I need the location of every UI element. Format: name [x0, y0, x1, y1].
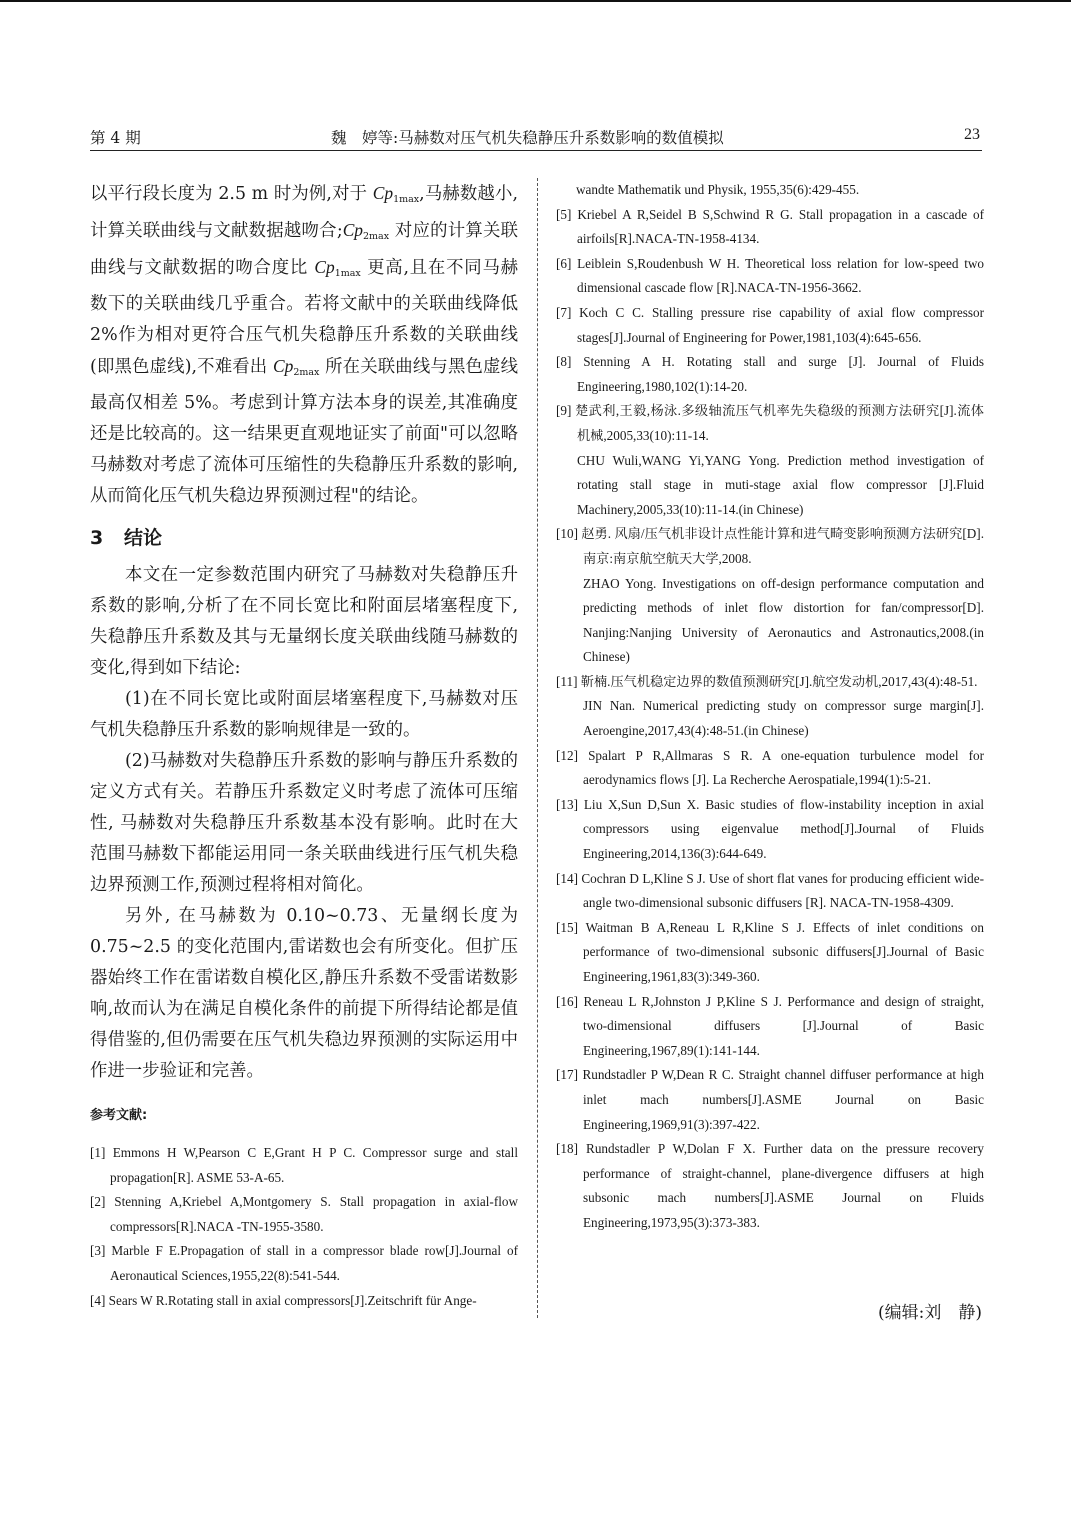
- body-paragraph: 另外, 在马赫数为 0.10~0.73、无量纲长度为 0.75~2.5 的变化范围内,雷诺数也会有所变化。但扩压器始终工作在雷诺数自模化区,静压升系数不受雷诺数影响,故而认为在满足自模化条件的前提下所得结论都是值得借鉴的,但仍需要在压气机失稳边界预测的实际运用中作进一步验证和完善。: [90, 906, 518, 1081]
- reference-item: [16] Reneau L R,Johnston J P,Kline S J. Performance and design of straight, two-dimensional diffusers [J].Journal of Basic Engineering,1967,89(1):141-144.: [556, 993, 984, 1058]
- left-column: [90, 178, 518, 1313]
- reference-item: [9] 楚武利,王毅,杨泳.多级轴流压气机率先失稳级的预测方法研究[J].流体机械,2005,33(10):11-14. CHU Wuli,WANG Yi,YANG Yong. Prediction method investigation of rotating stall stage in muti-stage axial flow compressor [J].Fluid Machinery,2005,33(10):11-14.(in Chinese): [556, 403, 984, 517]
- reference-item: [12] Spalart P R,Allmaras S R. A one-equation turbulence model for aerodynamics flows [J]. La Recherche Aerospatiale,1994(1):5-21.: [556, 747, 984, 788]
- running-title: 魏 婷等:马赫数对压气机失稳静压升系数影响的数值模拟: [331, 129, 724, 147]
- reference-item: [10] 赵勇. 风扇/压气机非设计点性能计算和进气畸变影响预测方法研究[D].南京:南京航空航天大学,2008. ZHAO Yong. Investigations on off-design performance computation and predicting methods of inlet flow distortion for fan/compressor[D]. Nanjing:Nanjing University of Aeronautics and Astronautics,2008.(in Chinese): [556, 526, 984, 665]
- top-rule: [0, 0, 1071, 2]
- right-column: [556, 178, 984, 1236]
- section-heading: [90, 522, 518, 554]
- body-paragraph: (1)在不同长宽比或附面层堵塞程度下,马赫数对压气机失稳静压升系数的影响规律是一致的。: [90, 689, 518, 740]
- section-number: 3: [90, 527, 104, 549]
- reference-item: [14] Cochran D L,Kline S J. Use of short flat vanes for producing efficient wide-angle two-dimensional subsonic diffusers [R]. NACA-TN-1958-4309.: [556, 870, 984, 911]
- page-number: 23: [964, 126, 980, 143]
- reference-item: [2] Stenning A,Kriebel A,Montgomery S. Stall propagation in axial-flow compressors[R].NACA -TN-1955-3580.: [90, 1194, 518, 1234]
- reference-item: [4] Sears W R.Rotating stall in axial compressors[J].Zeitschrift für Ange-: [90, 1292, 477, 1308]
- reference-item: [5] Kriebel A R,Seidel B S,Schwind R G. Stall propagation in a cascade of airfoils[R].NACA-TN-1958-4134.: [556, 206, 984, 247]
- reference-item: [11] 靳楠.压气机稳定边界的数值预测研究[J].航空发动机,2017,43(4):48-51. JIN Nan. Numerical predicting study on compressor surge margin[J]. Aeroengine,2017,43(4):48-51.(in Chinese): [556, 673, 984, 739]
- reference-continuation: wandte Mathematik und Physik, 1955,35(6):429-455.: [576, 182, 860, 197]
- reference-item: [15] Waitman B A,Reneau L R,Kline S J. Effects of inlet conditions on performance of two-dimensional subsonic diffusers[J].Journal of Basic Engineering,1961,83(3):349-360.: [556, 919, 984, 984]
- reference-item: [13] Liu X,Sun D,Sun X. Basic studies of flow-instability inception in axial compressors using eigenvalue method[J].Journal of Fluids Engineering,2014,136(3):644-649.: [556, 796, 984, 862]
- reference-item: [3] Marble F E.Propagation of stall in a compressor blade row[J].Journal of Aeronautical Sciences,1955,22(8):541-544.: [90, 1243, 518, 1283]
- reference-item: [7] Koch C C. Stalling pressure rise capability of axial flow compressor stages[J].Journal of Engineering for Power,1981,103(4):645-656.: [556, 304, 984, 345]
- body-paragraph: 以平行段长度为 2.5 m 时为例,对于 $Cp_{1max}$,马赫数越小,计算关联曲线与文献数据越吻合$;Cp_{2max}$ 对应的计算关联曲线与文献数据的吻合度比 $Cp_{1max}$ 更高,且在不同马赫数下的关联曲线几乎重合。若将文献中的关联曲线降低 2%作为相对更符合压气机失稳静压升系数的关联曲线(即黑色虚线),不难看出 $Cp_{2max}$ 所在关联曲线与黑色虚线最高仅相差 5%。考虑到计算方法本身的误差,其准确度还是比较高的。这一结果更直观地证实了前面"可以忽略马赫数对考虑了流体可压缩性的失稳静压升系数的影响,从而简化压气机失稳边界预测过程"的结论。: [90, 183, 519, 506]
- body-paragraph: 本文在一定参数范围内研究了马赫数对失稳静压升系数的影响,分析了在不同长宽比和附面层堵塞程度下,失稳静压升系数及其与无量纲长度关联曲线随马赫数的变化,得到如下结论:: [90, 565, 518, 678]
- body-paragraph: (2)马赫数对失稳静压升系数的影响与静压升系数的定义方式有关。若静压升系数定义时考虑了流体可压缩性, 马赫数对失稳静压升系数基本没有影响。此时在大范围马赫数下都能运用同一条关联曲线进行压气机失稳边界预测工作,预测过程将相对简化。: [90, 751, 518, 895]
- column-divider: [537, 178, 538, 1318]
- editor-note: (编辑:刘 静): [878, 1303, 982, 1323]
- reference-item: [8] Stenning A H. Rotating stall and surge [J]. Journal of Fluids Engineering,1980,102(1):14-20.: [556, 354, 984, 394]
- section-title: 结论: [124, 527, 163, 549]
- reference-item: [17] Rundstadler P W,Dean R C. Straight channel diffuser performance at high inlet mach numbers[J].ASME Journal on Basic Engineering,1969,91(3):397-422.: [556, 1067, 984, 1132]
- references-heading: 参考文献:: [90, 1108, 148, 1123]
- reference-item: [1] Emmons H W,Pearson C E,Grant H P C. Compressor surge and stall propagation[R]. ASME 53-A-65.: [90, 1145, 518, 1185]
- reference-item: [6] Leiblein S,Roudenbush W H. Theoretical loss relation for low-speed two dimensional cascade flow [R].NACA-TN-1956-3662.: [556, 255, 984, 296]
- issue-number: 第 4 期: [90, 129, 141, 147]
- reference-item: [18] Rundstadler P W,Dolan F X. Further data on the pressure recovery performance of straight-channel, plane-divergence diffusers at high subsonic mach numbers[J].ASME Journal on Fluids Engineering,1973,95(3):373-383.: [556, 1141, 984, 1230]
- running-header: [90, 124, 982, 151]
